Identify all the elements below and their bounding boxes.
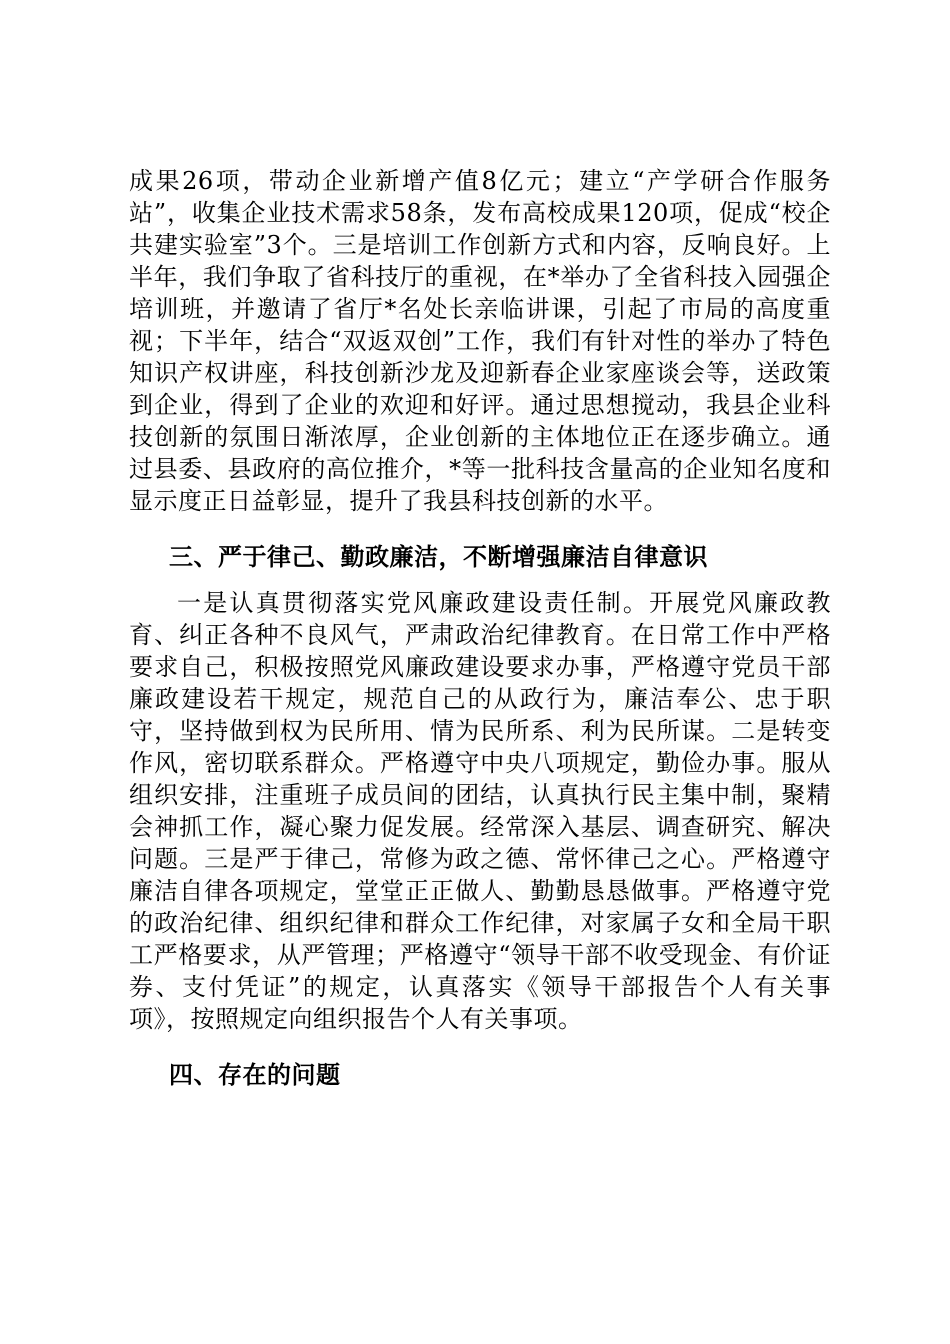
body-paragraph-integrity: 一是认真贯彻落实党风廉政建设责任制。开展党风廉政教育、纠正各种不良风气，严肃政治纪律教育。在日常工作中严格要求自己，积极按照党风廉政建设要求办事，严格遵守党员干部廉政建设若干规定，规范自己的从政行为，廉洁奉公、忠于职守，坚持做到权为民所用、情为民所系、利为民所谋。二是转变作风，密切联系群众。严格遵守中央八项规定，勤俭办事。服从组织安排，注重班子成员间的团结，认真执行民主集中制，聚精会神抓工作，凝心聚力促发展。经常深入基层、调查研究、解决问题。三是严于律己，常修为政之德、常怀律己之心。严格遵守廉洁自律各项规定，堂堂正正做人、勤勤恳恳做事。严格遵守党的政治纪律、组织纪律和群众工作纪律，对家属子女和全局干职工严格要求，从严管理；严格遵守“领导干部不收受现金、有价证券、支付凭证”的规定，认真落实《领导干部报告个人有关事项》，按照规定向组织报告个人有关事项。: [129, 589, 831, 1033]
paragraph-spacer: [129, 1035, 831, 1059]
paragraph-spacer: [129, 573, 831, 587]
paragraph-spacer: [129, 517, 831, 541]
section-heading-3: 三、严于律己、勤政廉洁，不断增强廉洁自律意识: [169, 543, 708, 571]
body-paragraph-achievements: 成果26项，带动企业新增产值8亿元；建立“产学研合作服务站”，收集企业技术需求58条，发布高校成果120项，促成“校企共建实验室”3个。三是培训工作创新方式和内容，反响良好。上半年，我们争取了省科技厅的重视，在*举办了全省科技入园强企培训班，并邀请了省厅*名处长亲临讲课，引起了市局的高度重视；下半年，结合“双返双创”工作，我们有针对性的举办了特色知识产权讲座，科技创新沙龙及迎新春企业家座谈会等，送政策到企业，得到了企业的欢迎和好评。通过思想搅动，我县企业科技创新的氛围日渐浓厚，企业创新的主体地位正在逐步确立。通过县委、县政府的高位推介，*等一批科技含量高的企业知名度和显示度正日益彰显，提升了我县科技创新的水平。: [129, 167, 831, 515]
section-heading-4: 四、存在的问题: [169, 1061, 341, 1089]
document-body: [129, 165, 831, 1091]
